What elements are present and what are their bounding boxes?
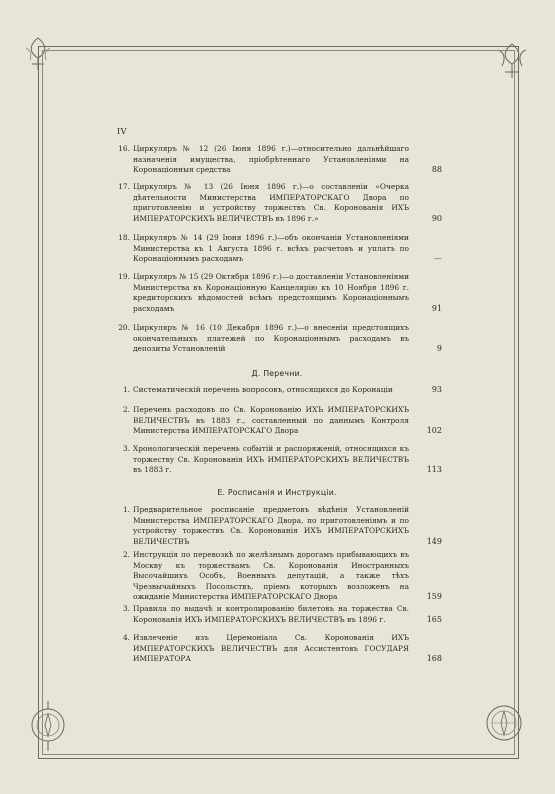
item-text: Перечень расходовъ по Св. Коронованію ИХЪ ИМПЕРАТОРСКИХЪ ВЕЛИЧЕСТВЪ въ 1883 г., составленный по даннымъ Контроля Министерства ИМПЕРАТОРСКАГО Двора bbox=[133, 405, 409, 436]
item-page: 9 bbox=[436, 344, 442, 354]
item-page: 113 bbox=[426, 465, 442, 475]
item-number: 2. bbox=[122, 550, 130, 559]
item-page: 90 bbox=[431, 213, 442, 223]
page-number: IV bbox=[117, 127, 127, 136]
item-number: 16. bbox=[118, 144, 130, 153]
item-number: 20. bbox=[118, 323, 130, 332]
list-item bbox=[112, 385, 442, 396]
list-item bbox=[112, 550, 442, 603]
item-page: 165 bbox=[426, 614, 442, 624]
item-page: 91 bbox=[431, 303, 442, 313]
item-number: 17. bbox=[118, 182, 130, 191]
item-number: 19. bbox=[118, 272, 130, 281]
item-page: 168 bbox=[426, 654, 442, 664]
item-page: 149 bbox=[426, 536, 442, 546]
item-number: 2. bbox=[122, 405, 130, 414]
list-item bbox=[112, 233, 442, 265]
item-page: 88 bbox=[431, 165, 442, 175]
item-page: 159 bbox=[426, 592, 442, 602]
item-text: Систематическій перечень вопросовъ, относящихся до Коронаціи bbox=[133, 385, 393, 394]
list-item bbox=[112, 505, 442, 547]
list-item bbox=[112, 272, 442, 314]
item-text: Предварительное росписаніе предметовъ вѣдѣнія Установленій Министерства ИМПЕРАТОРСКАГО Двора, по приготовленіямъ и по устройству торжествъ Св. Коронованія ИХЪ ИМПЕРАТОРСКИХЪ ВЕЛИЧЕСТВЪ bbox=[133, 505, 409, 546]
item-number: 3. bbox=[122, 444, 130, 453]
list-item bbox=[112, 633, 442, 665]
item-text: Циркуляръ № 14 (29 Іюня 1896 г.)—объ окончаніи Установленіями Министерства къ 1 Августа 1896 г. всѣхъ расчетовъ и уплатъ по Коронаціоннымъ расходамъ bbox=[133, 233, 409, 264]
item-text: Циркуляръ № 12 (26 Іюня 1896 г.)—относительно дальнѣйшаго назначенія имущества, пріобрѣтеннаго Установленіями на Коронаціонныя средства bbox=[133, 144, 409, 175]
item-text: Правила по выдачѣ и контролированію билетовъ на торжества Св. Коронованія ИХЪ ИМПЕРАТОРСКИХЪ ВЕЛИЧЕСТВЪ въ 1896 г. bbox=[133, 604, 409, 624]
list-item bbox=[112, 444, 442, 476]
list-item bbox=[112, 144, 442, 176]
item-text: Циркуляръ № 16 (10 Декабря 1896 г.)—о внесеніи предстоящихъ окончательныхъ платежей по Коронаціоннымъ расходамъ въ депозиты Установленій bbox=[133, 323, 409, 354]
list-item bbox=[112, 405, 442, 437]
item-text: Циркуляръ № 13 (26 Іюня 1896 г.)—о составленіи «Очерка дѣятельности Министерства ИМПЕРАТОРСКАГО Двора по приготовленію и устройству торжествъ Св. Коронованія ИХЪ ИМПЕРАТОРСКИХЪ ВЕЛИЧЕСТВЪ въ 1896 г.» bbox=[133, 182, 409, 223]
item-number: 1. bbox=[122, 505, 130, 514]
section-heading: Е. Росписанія и Инструкціи. bbox=[217, 488, 337, 497]
list-item bbox=[112, 604, 442, 625]
item-text: Циркуляръ № 15 (29 Октября 1896 г.)—о доставленіи Установленіями Министерства въ Коронаціонную Канцелярію къ 10 Ноября 1896 г. кредиторскихъ вѣдомостей всѣмъ предстоящимъ Коронаціоннымъ расходамъ bbox=[133, 272, 409, 313]
item-page: 93 bbox=[431, 385, 442, 394]
item-page: — bbox=[434, 254, 442, 264]
item-number: 4. bbox=[122, 633, 130, 642]
list-item bbox=[112, 182, 442, 224]
section-heading: Д. Перечни. bbox=[251, 369, 303, 378]
item-text: Извлеченіе изъ Церемоніала Св. Коронованія ИХЪ ИМПЕРАТОРСКИХЪ ВЕЛИЧЕСТВЪ для Ассистентовъ ГОСУДАРЯ ИМПЕРАТОРА bbox=[133, 633, 409, 664]
item-text: Инструкція по перевозкѣ по желѣзнымъ дорогамъ прибывающихъ въ Москву къ торжествамъ Св. Коронованія Иностранныхъ Высочайшихъ Особъ, Военныхъ депутацій, а также тѣхъ Чрезвычайныхъ Посольствъ, пріемъ которыхъ возложенъ на ожиданіе Министерства ИМПЕРАТОРСКАГО Двора bbox=[133, 550, 409, 602]
item-number: 3. bbox=[122, 604, 130, 613]
item-number: 18. bbox=[118, 233, 130, 242]
item-page: 102 bbox=[426, 426, 442, 436]
item-text: Хронологическій перечень событій и распоряженій, относящихся къ торжеству Св. Коронованія ИХЪ ИМПЕРАТОРСКИХЪ ВЕЛИЧЕСТВЪ въ 1883 г. bbox=[133, 444, 409, 475]
list-item bbox=[112, 323, 442, 355]
item-number: 1. bbox=[122, 385, 130, 394]
